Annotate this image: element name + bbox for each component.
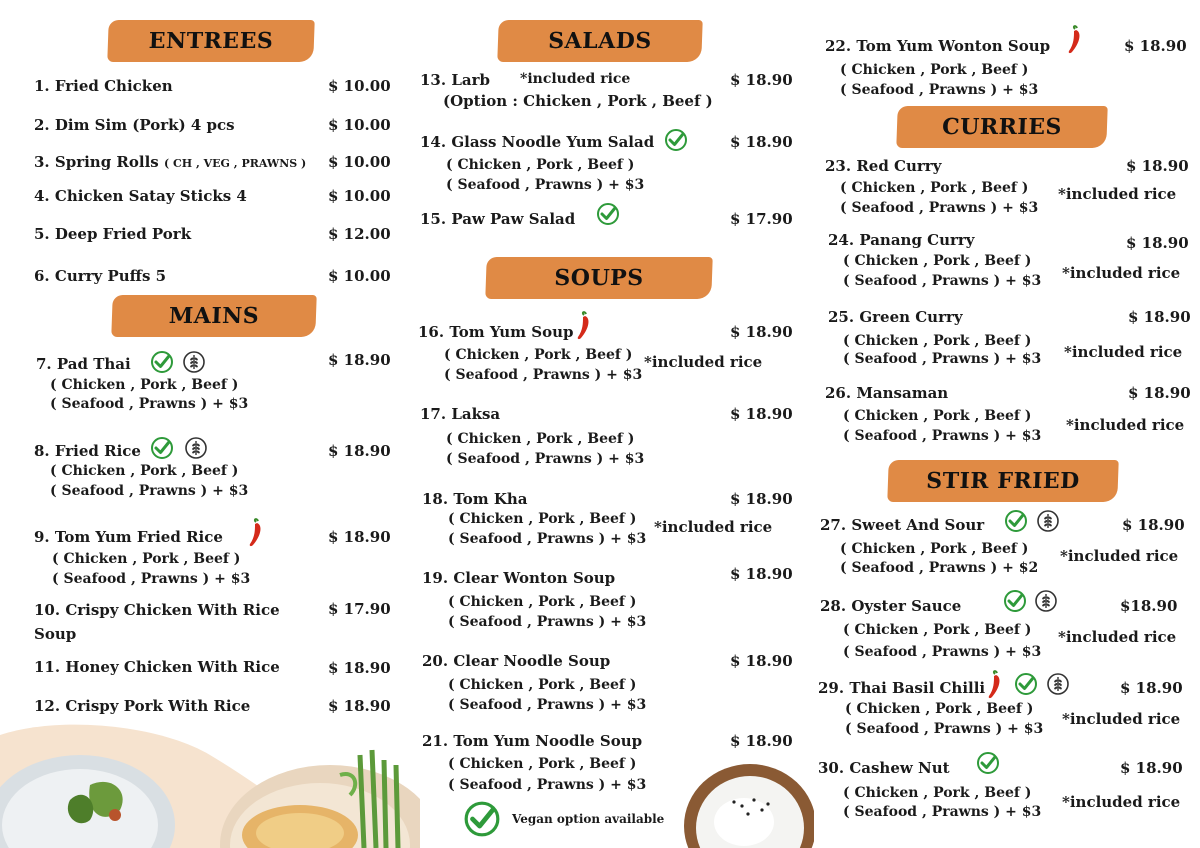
soup-16-options: ( Chicken , Pork , Beef ) (444, 347, 633, 363)
salad-15-price: $ 17.90 (730, 210, 793, 228)
curry-25-seafood: ( Seafood , Prawns ) + $3 (843, 351, 1042, 367)
soup-22-name: 22. Tom Yum Wonton Soup (825, 37, 1051, 55)
stirfried-30-price: $ 18.90 (1120, 759, 1183, 777)
curry-26-options: ( Chicken , Pork , Beef ) (843, 408, 1032, 424)
stirfried-29-name: 29. Thai Basil Chilli (818, 679, 986, 697)
curry-24-seafood: ( Seafood , Prawns ) + $3 (843, 273, 1042, 289)
soup-16-seafood: ( Seafood , Prawns ) + $3 (444, 367, 643, 383)
main-9-price: $ 18.90 (328, 528, 391, 546)
vegan-icon (664, 128, 688, 152)
salad-13-note: *included rice (520, 71, 631, 87)
curry-26-seafood: ( Seafood , Prawns ) + $3 (843, 428, 1042, 444)
vegan-icon (150, 436, 174, 460)
stirfried-28-options: ( Chicken , Pork , Beef ) (843, 622, 1032, 638)
main-10-name: 10. Crispy Chicken With Rice (34, 601, 280, 619)
curry-24-options: ( Chicken , Pork , Beef ) (843, 253, 1032, 269)
chili-icon (247, 518, 265, 548)
vegan-icon (150, 350, 174, 374)
soup-17-seafood: ( Seafood , Prawns ) + $3 (446, 451, 645, 467)
stirfried-29-options: ( Chicken , Pork , Beef ) (845, 701, 1034, 717)
rice-bowl-decoration (684, 762, 814, 848)
soup-16-note: *included rice (644, 353, 763, 371)
curries-header: CURRIES (896, 106, 1107, 148)
curry-26-name: 26. Mansaman (825, 384, 949, 402)
curry-24-note: *included rice (1062, 264, 1181, 282)
curry-26-note: *included rice (1066, 416, 1185, 434)
curry-26-price: $ 18.90 (1128, 384, 1191, 402)
vegan-legend-label: Vegan option available (512, 812, 665, 826)
stirfried-30-name: 30. Cashew Nut (818, 759, 950, 777)
curry-23-seafood: ( Seafood , Prawns ) + $3 (840, 200, 1039, 216)
stirfried-28-name: 28. Oyster Sauce (820, 597, 962, 615)
soup-16-name: 16. Tom Yum Soup (418, 323, 574, 341)
entree-1-price: $ 10.00 (328, 77, 391, 95)
stirfried-28-price: $18.90 (1120, 597, 1178, 615)
stirfried-28-seafood: ( Seafood , Prawns ) + $3 (843, 644, 1042, 660)
vegan-icon (1004, 509, 1028, 533)
soup-21-seafood: ( Seafood , Prawns ) + $3 (448, 777, 647, 793)
curry-25-name: 25. Green Curry (828, 308, 963, 326)
stirfried-28-note: *included rice (1058, 628, 1177, 646)
main-12-name: 12. Crispy Pork With Rice (34, 697, 251, 715)
soup-18-options: ( Chicken , Pork , Beef ) (448, 511, 637, 527)
entrees-header: ENTREES (107, 20, 314, 62)
curry-23-price: $ 18.90 (1126, 157, 1189, 175)
main-11-name: 11. Honey Chicken With Rice (34, 658, 280, 676)
soup-21-price: $ 18.90 (730, 732, 793, 750)
soup-22-options: ( Chicken , Pork , Beef ) (840, 62, 1029, 78)
entree-3-options: ( CH , VEG , PRAWNS ) (163, 157, 307, 170)
main-7-options: ( Chicken , Pork , Beef ) (50, 377, 239, 393)
entree-4-name: 4. Chicken Satay Sticks 4 (34, 187, 247, 205)
soup-19-options: ( Chicken , Pork , Beef ) (448, 594, 637, 610)
gluten-free-icon (1034, 589, 1058, 613)
salads-header: SALADS (497, 20, 702, 62)
soup-18-seafood: ( Seafood , Prawns ) + $3 (448, 531, 647, 547)
entree-5-price: $ 12.00 (328, 225, 391, 243)
soup-18-name: 18. Tom Kha (422, 490, 528, 508)
salad-14-options: ( Chicken , Pork , Beef ) (446, 157, 635, 173)
stirfried-29-seafood: ( Seafood , Prawns ) + $3 (845, 721, 1044, 737)
curry-25-price: $ 18.90 (1128, 308, 1191, 326)
stirfried-30-seafood: ( Seafood , Prawns ) + $3 (843, 804, 1042, 820)
main-8-price: $ 18.90 (328, 442, 391, 460)
stirfried-27-seafood: ( Seafood , Prawns ) + $2 (840, 560, 1039, 576)
vegan-icon (1003, 589, 1027, 613)
food-photo-decoration (0, 715, 420, 848)
entree-2-name: 2. Dim Sim (Pork) 4 pcs (34, 116, 235, 134)
soup-17-name: 17. Laksa (420, 405, 501, 423)
curry-23-name: 23. Red Curry (825, 157, 942, 175)
stirfried-30-note: *included rice (1062, 793, 1181, 811)
gluten-free-icon (184, 436, 208, 460)
entree-3-price: $ 10.00 (328, 153, 391, 171)
soup-18-note: *included rice (654, 518, 773, 536)
salad-14-name: 14. Glass Noodle Yum Salad (420, 133, 655, 151)
vegan-icon (976, 751, 1000, 775)
stirfried-27-name: 27. Sweet And Sour (820, 516, 985, 534)
vegan-icon (596, 202, 620, 226)
soup-19-price: $ 18.90 (730, 565, 793, 583)
main-9-options: ( Chicken , Pork , Beef ) (52, 551, 241, 567)
soup-21-name: 21. Tom Yum Noodle Soup (422, 732, 643, 750)
salad-14-seafood: ( Seafood , Prawns ) + $3 (446, 177, 645, 193)
soup-19-name: 19. Clear Wonton Soup (422, 569, 616, 587)
curry-24-price: $ 18.90 (1126, 234, 1189, 252)
stirfried-27-options: ( Chicken , Pork , Beef ) (840, 541, 1029, 557)
gluten-free-icon (182, 350, 206, 374)
vegan-icon (463, 800, 501, 838)
salad-15-name: 15. Paw Paw Salad (420, 210, 576, 228)
soup-20-options: ( Chicken , Pork , Beef ) (448, 677, 637, 693)
chili-icon (1066, 25, 1084, 55)
entree-4-price: $ 10.00 (328, 187, 391, 205)
soup-19-seafood: ( Seafood , Prawns ) + $3 (448, 614, 647, 630)
main-11-price: $ 18.90 (328, 659, 391, 677)
curry-23-note: *included rice (1058, 185, 1177, 203)
main-9-seafood: ( Seafood , Prawns ) + $3 (52, 571, 251, 587)
curry-24-name: 24. Panang Curry (828, 231, 975, 249)
salad-13-price: $ 18.90 (730, 71, 793, 89)
salad-14-price: $ 18.90 (730, 133, 793, 151)
stirfried-27-note: *included rice (1060, 547, 1179, 565)
main-8-seafood: ( Seafood , Prawns ) + $3 (50, 483, 249, 499)
chili-icon (986, 670, 1004, 700)
entree-3-name (34, 153, 306, 171)
stirfried-27-price: $ 18.90 (1122, 516, 1185, 534)
soup-20-price: $ 18.90 (730, 652, 793, 670)
curry-23-options: ( Chicken , Pork , Beef ) (840, 180, 1029, 196)
entree-6-name: 6. Curry Puffs 5 (34, 267, 167, 285)
stirfried-29-note: *included rice (1062, 710, 1181, 728)
chili-icon (575, 311, 593, 341)
soup-17-options: ( Chicken , Pork , Beef ) (446, 431, 635, 447)
curry-25-note: *included rice (1064, 343, 1183, 361)
salad-13-options: (Option : Chicken , Pork , Beef ) (443, 92, 713, 110)
main-7-price: $ 18.90 (328, 351, 391, 369)
soup-22-seafood: ( Seafood , Prawns ) + $3 (840, 82, 1039, 98)
soup-16-price: $ 18.90 (730, 323, 793, 341)
stirfried-30-options: ( Chicken , Pork , Beef ) (843, 785, 1032, 801)
soup-20-name: 20. Clear Noodle Soup (422, 652, 611, 670)
mains-header: MAINS (111, 295, 316, 337)
salad-13-name: 13. Larb (420, 71, 490, 89)
gluten-free-icon (1036, 509, 1060, 533)
curry-25-options: ( Chicken , Pork , Beef ) (843, 333, 1032, 349)
main-8-name: 8. Fried Rice (34, 442, 141, 460)
stirfried-29-price: $ 18.90 (1120, 679, 1183, 697)
main-10-name-cont: Soup (34, 625, 77, 643)
main-8-options: ( Chicken , Pork , Beef ) (50, 463, 239, 479)
entree-5-name: 5. Deep Fried Pork (34, 225, 192, 243)
main-9-name: 9. Tom Yum Fried Rice (34, 528, 223, 546)
main-10-price: $ 17.90 (328, 600, 391, 618)
soup-17-price: $ 18.90 (730, 405, 793, 423)
soup-21-options: ( Chicken , Pork , Beef ) (448, 756, 637, 772)
soup-20-seafood: ( Seafood , Prawns ) + $3 (448, 697, 647, 713)
main-7-seafood: ( Seafood , Prawns ) + $3 (50, 396, 249, 412)
soup-22-price: $ 18.90 (1124, 37, 1187, 55)
main-7-name: 7. Pad Thai (36, 355, 131, 373)
gluten-free-icon (1046, 672, 1070, 696)
entree-1-name: 1. Fried Chicken (34, 77, 173, 95)
entree-3-label: 3. Spring Rolls (34, 153, 159, 171)
soups-header: SOUPS (485, 257, 712, 299)
entree-6-price: $ 10.00 (328, 267, 391, 285)
soup-18-price: $ 18.90 (730, 490, 793, 508)
stir-fried-header: STIR FRIED (887, 460, 1118, 502)
vegan-icon (1014, 672, 1038, 696)
entree-2-price: $ 10.00 (328, 116, 391, 134)
main-12-price: $ 18.90 (328, 697, 391, 715)
